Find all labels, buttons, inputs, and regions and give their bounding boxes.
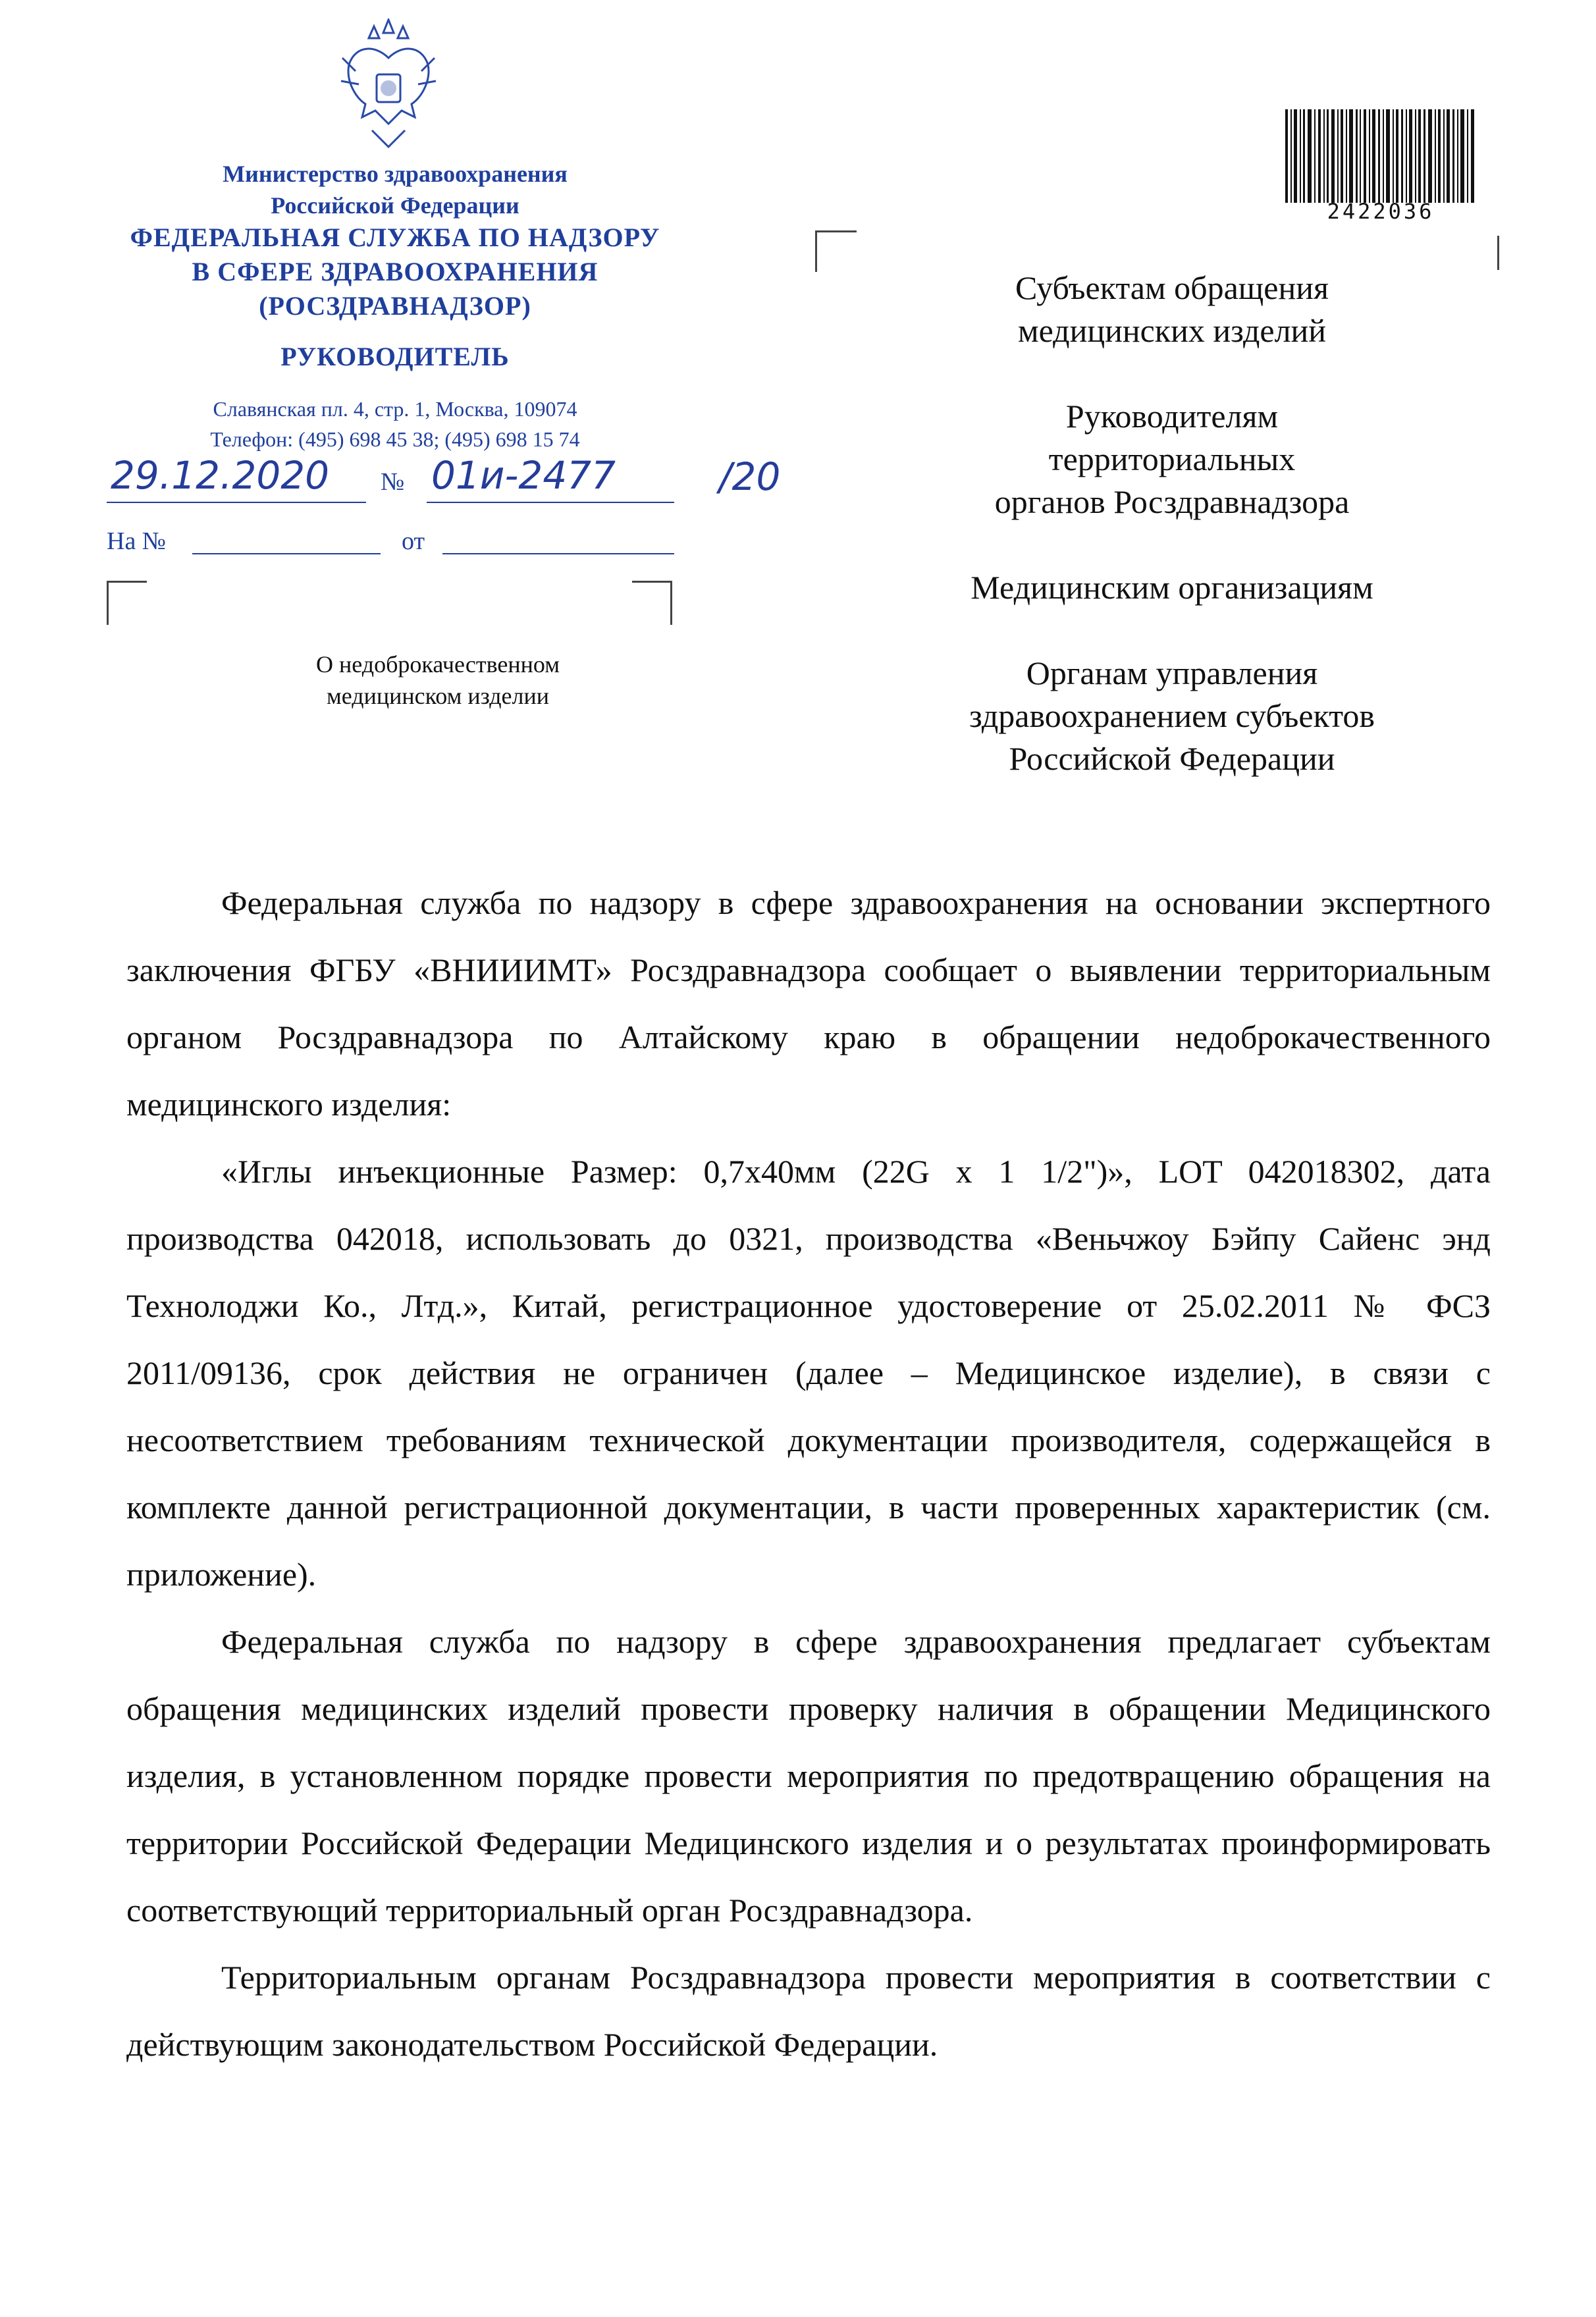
body-paragraph-1: Федеральная служба по надзору в сфере здравоохранения на основании экспертного заключения ФГБУ «ВНИИИМТ» Росздравнадзора сообщает о выявлении территориальным органом Росздравнадзора по Алтайскому краю в обращении недоброкачественного медицинского изделия:	[126, 884, 1491, 1123]
number-underline	[427, 502, 674, 503]
body-paragraph-4: Территориальным органам Росздравнадзора провести мероприятия в соответствии с действующим законодательством Российской Федерации.	[126, 1959, 1491, 2063]
date-underline	[107, 502, 366, 503]
barcode-number: 2422036	[1327, 199, 1435, 224]
ministry-name: Министерство здравоохранения Российской Федерации	[223, 161, 568, 219]
reference-number-field	[192, 553, 381, 554]
letter-body	[126, 869, 1491, 2078]
contact-info	[132, 394, 658, 454]
phone: Телефон: (495) 698 45 38; (495) 698 15 74	[210, 427, 580, 451]
body-paragraph-2: «Иглы инъекционные Размер: 0,7х40мм (22G x 1 1/2")», LOT 042018302, дата производства 042018, использовать до 0321, производства «Веньчжоу Бэйпу Сайенс энд Технолоджи Ко., Лтд.», Китай, регистрационное удостоверение от 25.02.2011 № ФСЗ 2011/09136, срок действия не ограничен (далее – Медицинское изделие), в связи с несоответствием требованиям технической документации производителя, содержащейся в комплекте данной регистрационной документации, в части проверенных характеристик (см. приложение).	[126, 1153, 1491, 1593]
registration-number: 01и-2477	[431, 453, 616, 498]
addressee-medical-organizations: Медицинским организациям	[971, 569, 1373, 606]
barcode	[1285, 109, 1476, 203]
subject-corner-right	[632, 581, 672, 625]
address: Славянская пл. 4, стр. 1, Москва, 109074	[213, 397, 577, 421]
double-headed-eagle-emblem-icon	[336, 18, 441, 150]
addressee-subjects: Субъектам обращения медицинских изделий	[1015, 269, 1329, 349]
service-name: ФЕДЕРАЛЬНАЯ СЛУЖБА ПО НАДЗОРУ В СФЕРЕ ЗДРАВООХРАНЕНИЯ (РОСЗДРАВНАДЗОР)	[130, 223, 660, 321]
addressee-health-authorities: Органам управления здравоохранением субъектов Российской Федерации	[969, 654, 1375, 777]
number-label: №	[381, 468, 405, 496]
subject-corner-left	[107, 581, 147, 625]
body-paragraph-3: Федеральная служба по надзору в сфере здравоохранения предлагает субъектам обращения медицинских изделий провести проверку наличия в обращении Медицинского изделия, в установленном порядке провести мероприятия по предотвращению обращения на территории Российской Федерации Медицинского изделия и о результатах проинформировать соответствующий территориальный орган Росздравнадзора.	[126, 1623, 1491, 1929]
reference-date-field	[442, 553, 674, 554]
subject-line: О недоброкачественном медицинском изделии	[316, 651, 560, 709]
reference-from-label: от	[402, 527, 425, 555]
addressee-territorial-heads: Руководителям территориальных органов Росздравнадзора	[994, 398, 1350, 520]
registration-date: 29.12.2020	[111, 453, 330, 498]
address-corner-left	[815, 230, 857, 272]
reference-label: На №	[107, 527, 167, 555]
registration-number-suffix: /20	[719, 454, 781, 499]
address-corner-right	[1495, 236, 1499, 270]
head-title: РУКОВОДИТЕЛЬ	[280, 342, 510, 371]
